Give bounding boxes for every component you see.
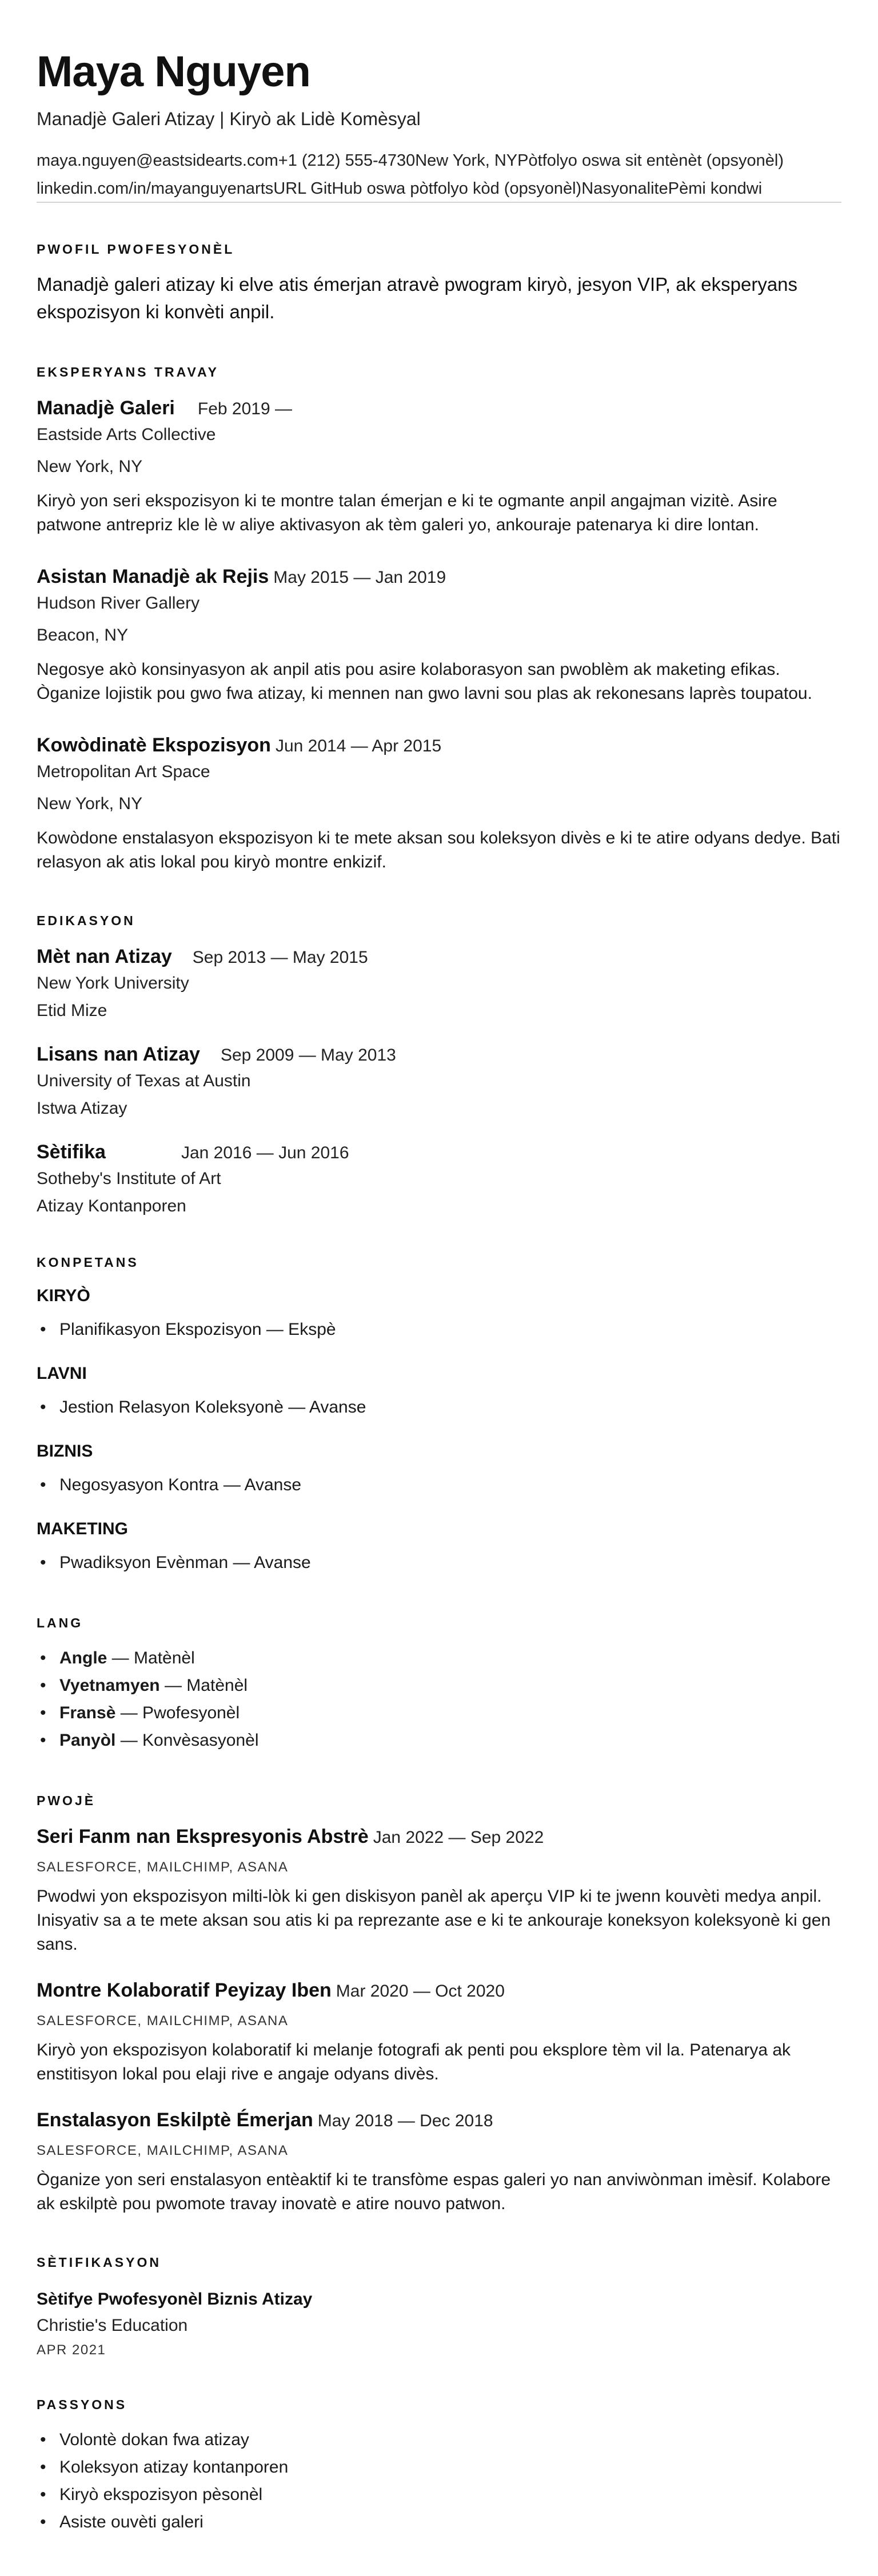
profile-section [37,242,841,326]
certification-name: Sètifye Pwofesyonèl Biznis Atizay [37,2290,313,2309]
project-entry [37,1979,841,2086]
skill-list [37,1471,841,1499]
skill-item: • Planifikasyon Ekspozisyon — Ekspè [37,1316,841,1343]
job-title: Kowòdinatè Ekspozisyon [37,734,271,756]
language-name: Angle [59,1649,107,1667]
section-title-interests: PASSYONS [37,2397,127,2412]
project-tech: SALESFORCE, MAILCHIMP, ASANA [37,2143,289,2158]
candidate-headline: Manadjè Galeri Atizay | Kiryò ak Lidè Komèsyal [37,109,421,129]
certifications-section [37,2255,841,2358]
section-title-experience: EKSPERYANS TRAVAY [37,365,219,379]
job-location: New York, NY [37,794,143,813]
contact-phone[interactable]: +1 (212) 555-4730 [278,151,416,170]
study-field: Atizay Kontanporen [37,1197,186,1215]
education-section [37,913,841,1216]
skills-section [37,1255,841,1577]
language-level: — Matènèl [159,1676,248,1695]
degree-title: Mèt nan Atizay [37,946,172,967]
section-title-languages: LANG [37,1615,83,1630]
school-name: New York University [37,974,189,993]
job-company: Hudson River Gallery [37,594,200,613]
experience-section [37,365,841,874]
project-name: Montre Kolaboratif Peyizay Iben [37,1979,332,2001]
contact-email[interactable]: maya.nguyen@eastsidearts.com [37,151,278,170]
section-title-certifications: SÈTIFIKASYON [37,2255,161,2270]
language-level: — Matènèl [107,1649,195,1667]
school-name: Sotheby's Institute of Art [37,1169,221,1188]
job-location: New York, NY [37,457,143,476]
language-item [37,1645,841,1672]
resume-header [37,47,841,203]
job-company: Eastside Arts Collective [37,425,216,444]
section-title-education: EDIKASYON [37,913,135,928]
experience-entry [37,397,841,537]
language-item [37,1727,841,1754]
education-entry [37,1043,841,1118]
skill-list [37,1394,841,1421]
project-description: Kiryò yon ekspozisyon kolaboratif ki melanje fotografi ak penti pou eksplore tèm vil la. Patenarya ak enstitisyon lokal pou elaji rive e angaje odyans divès. [37,2041,791,2083]
language-item [37,1699,841,1727]
experience-entry [37,566,841,706]
project-dates: Mar 2020 — Oct 2020 [336,1982,505,2001]
degree-dates: Sep 2009 — May 2013 [220,1046,396,1065]
header-divider [37,202,841,203]
profile-summary: Manadjè galeri atizay ki elve atis émerjan atravè pwogram kiryò, jesyon VIP, ak eksperyans ekspozisyon ki konvèti anpil. [37,274,798,322]
project-description: Òganize yon seri enstalasyon entèaktif ki te transfòme espas galeri yo nan anviwònman imèsif. Kolabore ak eskilptè pou pwomote travay inovatè e atire nouvo patwon. [37,2170,831,2213]
job-dates: Jun 2014 — Apr 2015 [275,737,442,755]
skill-category: BIZNIS [37,1442,93,1461]
contact-nationality: Nasyonalite [581,179,668,198]
project-dates: Jan 2022 — Sep 2022 [373,1828,544,1847]
skill-item: • Jestion Relasyon Koleksyonè — Avanse [37,1394,841,1421]
certification-issuer: Christie's Education [37,2316,188,2335]
skill-list [37,1316,841,1343]
job-dates: May 2015 — Jan 2019 [273,568,446,587]
projects-section [37,1793,841,2216]
degree-title: Sètifika [37,1141,106,1163]
skill-category: MAKETING [37,1519,128,1538]
interest-item: • Volontè dokan fwa atizay [37,2426,841,2454]
education-entry [37,946,841,1021]
section-title-profile: PWOFIL PWOFESYONÈL [37,242,235,257]
contact-github[interactable]: URL GitHub oswa pòtfolyo kòd (opsyonèl) [273,179,582,198]
language-name: Panyòl [59,1731,116,1750]
contact-license: Pèmi kondwi [668,179,763,198]
language-item [37,1672,841,1699]
job-title: Asistan Manadjè ak Rejis [37,566,269,587]
project-description: Pwodwi yon ekspozisyon milti-lòk ki gen diskisyon panèl ak aperçu VIP ki te jwenn kouvèti medya anpil. Inisyativ sa a te mete aksan sou atis ki pa reprezante ase e ki te ankouraje koneksyon koleksyonè ki gen sans. [37,1887,831,1954]
interests-section [37,2397,841,2536]
job-location: Beacon, NY [37,626,129,645]
experience-entry [37,734,841,874]
interest-list [37,2426,841,2536]
language-level: — Pwofesyonèl [115,1703,240,1722]
skill-item: • Negosyasyon Kontra — Avanse [37,1471,841,1499]
language-list [37,1645,841,1754]
study-field: Etid Mize [37,1001,107,1020]
project-name: Seri Fanm nan Ekspresyonis Abstrè [37,1826,369,1847]
interest-item: • Asiste ouvèti galeri [37,2509,841,2536]
job-description: Kiryò yon seri ekspozisyon ki te montre talan émerjan e ki te ogmante anpil angajman vizitè. Asire patwone antrepriz kle lè w aliye aktivasyon ak tèm galeri yo, ankouraje patenarya ki dire lontan. [37,491,777,534]
project-entry [37,2109,841,2216]
languages-section [37,1615,841,1754]
interest-item: • Kiryò ekspozisyon pèsonèl [37,2481,841,2509]
project-name: Enstalasyon Eskilptè Émerjan [37,2109,313,2131]
job-description: Kowòdone enstalasyon ekspozisyon ki te mete aksan sou koleksyon divès e ki te atire odyans dedye. Bati relasyon ak atis lokal pou kiryò montre enkizif. [37,829,840,871]
contact-row-2 [37,179,841,198]
skill-category: KIRYÒ [37,1286,90,1305]
interest-item: • Koleksyon atizay kontanporen [37,2454,841,2481]
job-dates: Feb 2019 — [197,399,292,418]
contact-linkedin[interactable]: linkedin.com/in/mayanguyenarts [37,179,274,198]
project-tech: SALESFORCE, MAILCHIMP, ASANA [37,1859,289,1875]
degree-title: Lisans nan Atizay [37,1043,200,1065]
skill-category: LAVNI [37,1364,87,1383]
skill-item: • Pwadiksyon Evènman — Avanse [37,1549,841,1577]
project-tech: SALESFORCE, MAILCHIMP, ASANA [37,2013,289,2029]
job-company: Metropolitan Art Space [37,762,210,781]
job-title: Manadjè Galeri [37,397,175,419]
education-entry [37,1141,841,1216]
section-title-projects: PWOJÈ [37,1793,96,1808]
language-level: — Konvèsasyonèl [115,1731,259,1750]
degree-dates: Jan 2016 — Jun 2016 [181,1143,349,1162]
contact-row-1 [37,151,841,170]
certification-date: APR 2021 [37,2342,106,2358]
language-name: Vyetnamyen [59,1676,160,1695]
candidate-name: Maya Nguyen [37,47,310,96]
school-name: University of Texas at Austin [37,1071,251,1090]
contact-portfolio[interactable]: Pòtfolyo oswa sit entènèt (opsyonèl) [517,151,784,170]
skill-list [37,1549,841,1577]
job-description: Negosye akò konsinyasyon ak anpil atis pou asire kolaborasyon san pwoblèm ak maketing efikas. Òganize lojistik pou gwo fwa atizay, ki mennen nan gwo lavni sou plas ak rekonesans laprès toupatou. [37,660,812,703]
language-name: Fransè [59,1703,116,1722]
project-dates: May 2018 — Dec 2018 [317,2111,493,2130]
project-entry [37,1826,841,1957]
study-field: Istwa Atizay [37,1099,127,1118]
degree-dates: Sep 2013 — May 2015 [192,948,368,967]
section-title-skills: KONPETANS [37,1255,139,1270]
contact-location: New York, NY [415,151,518,170]
